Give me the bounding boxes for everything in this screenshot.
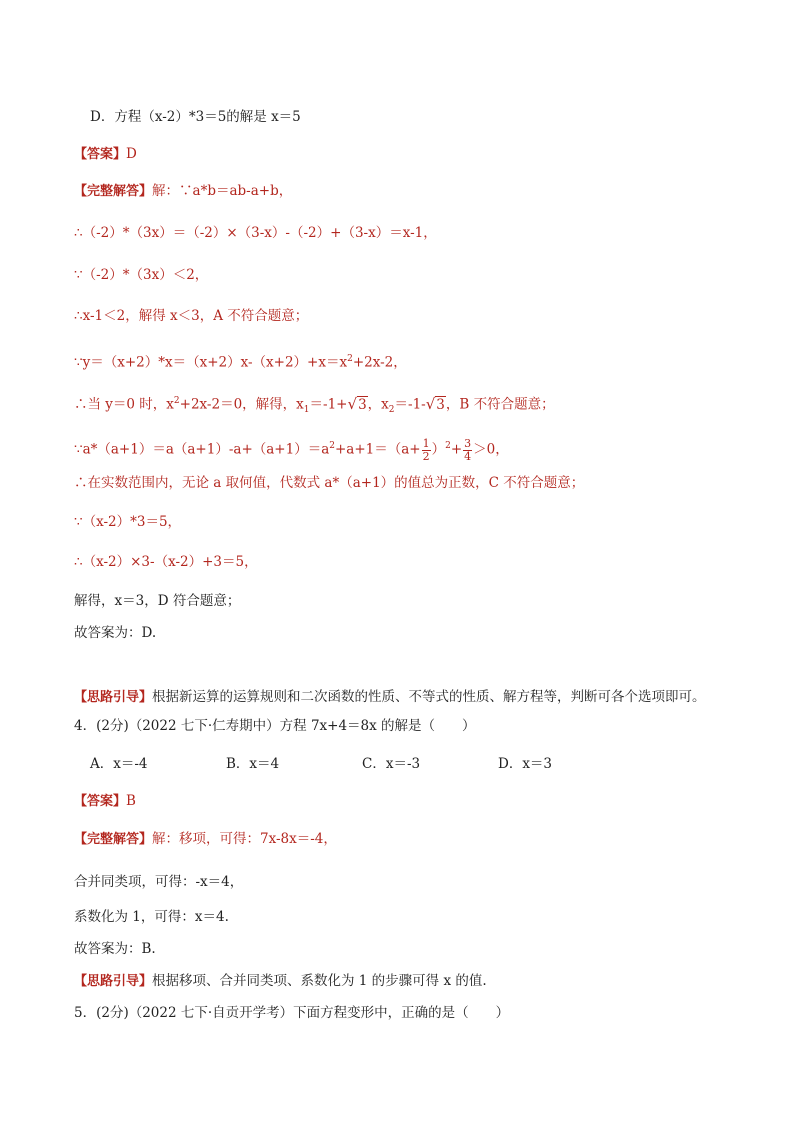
- step6-text-c: ）: [431, 441, 446, 458]
- q4-option-c: C．x＝-3: [362, 756, 421, 772]
- sqrt-radicand: 3: [436, 396, 445, 413]
- q3-step2: ∵（-2）*（3x）＜2，: [74, 267, 209, 283]
- q4-solution-step1: [74, 829, 337, 850]
- fraction-denominator: 4: [464, 449, 472, 463]
- q4-step2: 合并同类项，可得：-x＝4，: [74, 874, 244, 890]
- q3-option-d: D．方程（x-2）*3＝5的解是 x＝5: [90, 109, 301, 125]
- q3-step9: ∴（x-2）×3-（x-2）+3＝5，: [74, 554, 258, 570]
- q4-option-b: B．x＝4: [226, 756, 280, 772]
- q3-step7: ∴在实数范围内，无论 a 取何值，代数式 a*（a+1）的值总为正数，C 不符合题意；: [74, 475, 585, 491]
- hint-tag: 【思路引导】: [74, 974, 153, 989]
- sqrt-3-a: √3: [347, 394, 367, 413]
- step6-text-e: ＞0，: [473, 441, 509, 458]
- step6-exp: 2: [329, 441, 335, 451]
- q4-answer: [74, 791, 136, 812]
- solution-intro: 解：∵a*b＝ab-a+b，: [152, 183, 293, 199]
- q5-stem: 5．(2分)（2022 七下·自贡开学考）下面方程变形中，正确的是（ ）: [74, 1005, 510, 1021]
- step5-sub1: 1: [303, 405, 310, 416]
- step4-exp: 2: [347, 354, 353, 364]
- q3-hint: [74, 687, 706, 708]
- q4-conclusion: 故答案为：B.: [74, 941, 156, 957]
- q4-step3: 系数化为 1，可得：x＝4.: [74, 909, 229, 925]
- q3-step10: 解得，x＝3，D 符合题意；: [74, 593, 241, 609]
- q4-stem: 4．(2分)（2022 七下·仁寿期中）方程 7x+4＝8x 的解是（ ）: [74, 718, 476, 734]
- step5-text-d: ，x: [367, 396, 389, 413]
- answer-tag: 【答案】: [74, 794, 127, 809]
- hint-text: 根据新运算的运算规则和二次函数的性质、不等式的性质、解方程等，判断可各个选项即可。: [152, 689, 706, 705]
- answer-value: B: [126, 793, 136, 809]
- hint-tag: 【思路引导】: [74, 690, 153, 705]
- step5-text-f: ，B 不符合题意；: [445, 396, 555, 413]
- q3-step8: ∵（x-2）*3＝5，: [74, 514, 182, 530]
- step5-text-e: ＝-1-: [394, 396, 426, 413]
- solution-step1: 解：移项，可得：7x-8x＝-4，: [152, 831, 337, 847]
- answer-tag: 【答案】: [74, 147, 127, 162]
- sqrt-3-b: √3: [425, 394, 445, 413]
- step4-text: ∵y＝（x+2）*x＝（x+2）x-（x+2）+x＝x: [74, 354, 348, 371]
- step6-text-b: +a+1＝（a+: [335, 441, 421, 458]
- solution-tag: 【完整解答】: [74, 832, 153, 847]
- q3-conclusion: 故答案为：D.: [74, 625, 157, 641]
- q4-option-a: A．x＝-4: [90, 756, 148, 772]
- solution-tag: 【完整解答】: [74, 184, 153, 199]
- q3-step6: [74, 433, 509, 463]
- hint-text: 根据移项、合并同类项、系数化为 1 的步骤可得 x 的值.: [152, 973, 487, 989]
- fraction-denominator: 2: [422, 449, 430, 463]
- q3-step5: [74, 391, 555, 420]
- step5-text-a: ∴当 y＝0 时，x: [74, 396, 174, 413]
- sqrt-radicand: 3: [358, 396, 367, 413]
- answer-value: D: [126, 146, 137, 162]
- q3-answer: [74, 144, 137, 165]
- q4-option-d: D．x＝3: [498, 756, 553, 772]
- step5-text-c: ＝-1+: [309, 396, 348, 413]
- step6-exp2: 2: [445, 441, 451, 451]
- q3-step1: ∴（-2）*（3x）＝（-2）×（3-x）-（-2）+（3-x）＝x-1，: [74, 225, 437, 241]
- step6-text-d: +: [450, 441, 463, 458]
- step4-text-end: +2x-2，: [352, 354, 407, 371]
- step5-exp: 2: [173, 396, 180, 406]
- fraction-one-half: [422, 438, 431, 463]
- fraction-three-quarters: [463, 438, 472, 463]
- q4-options: [90, 754, 634, 774]
- step6-text-a: ∵a*（a+1）＝a（a+1）-a+（a+1）＝a: [74, 441, 330, 458]
- step5-text-b: +2x-2＝0，解得，x: [179, 396, 304, 413]
- q4-hint: [74, 971, 487, 992]
- fraction-numerator: 1: [422, 436, 430, 450]
- step5-sub2: 2: [388, 405, 395, 416]
- q3-step3: ∴x-1＜2，解得 x＜3，A 不符合题意；: [74, 308, 309, 324]
- q3-step4: [74, 349, 407, 373]
- fraction-numerator: 3: [464, 436, 472, 450]
- q3-solution-intro: [74, 181, 292, 202]
